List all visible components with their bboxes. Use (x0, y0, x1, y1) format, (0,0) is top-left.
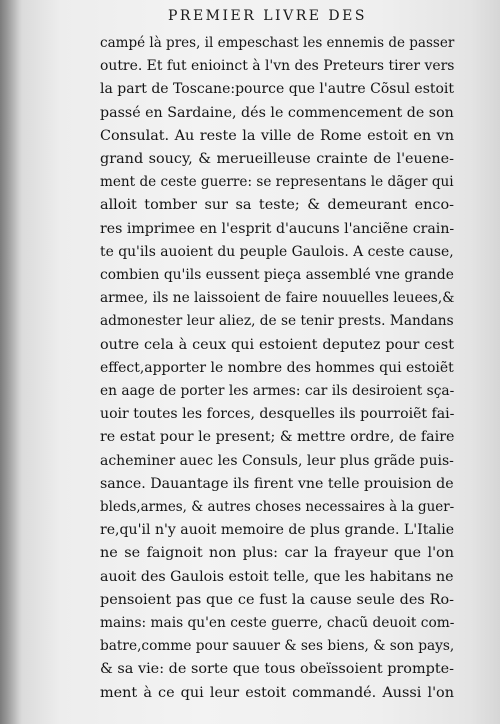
text-line: effect,apporter le nombre des hommes qui estoiẽt (100, 359, 454, 376)
text-line: ne se faignoit non plus: car la frayeur que l'on (100, 545, 454, 562)
text-line: en aage de porter les armes: car ils desiroient sça- (100, 383, 455, 400)
text-line: Consulat. Au reste la ville de Rome estoit en vn (100, 127, 454, 144)
text-line: alloit tomber sur sa teste; & demeurant enco- (100, 197, 454, 214)
text-line: re,qu'il n'y auoit memoire de plus grande. L'Italie (100, 522, 455, 539)
text-line: bleds,armes, & autres choses necessaires à la guer- (100, 499, 455, 516)
text-line: armee, ils ne laissoient de faire nouuelles leuees,& (100, 290, 455, 307)
gutter-shadow (0, 0, 22, 724)
text-line: grand soucy, & merueilleuse crainte de l'euene- (100, 151, 454, 168)
text-line: sance. Dauantage ils firent vne telle prouision de (100, 475, 454, 492)
text-line: outre. Et fut enioinct à l'vn des Preteurs tirer vers (100, 58, 455, 75)
text-line: pensoient pas que ce fust la cause seule des Ro- (100, 591, 454, 608)
text-line: passé en Sardaine, dés le commencement de son (100, 104, 454, 121)
text-line: batre,comme pour sauuer & ses biens, & son pays, (100, 638, 455, 655)
text-line: ment de ceste guerre: se representans le dãger qui (100, 174, 454, 191)
text-line: admonester leur aliez, de se tenir prests. Mandans (100, 313, 454, 330)
text-line: combien qu'ils eussent pieça assemblé vne grande (100, 267, 454, 284)
text-line: & sa vie: de sorte que tous obeïssoient prompte- (100, 661, 454, 678)
text-line: ment à ce qui leur estoit commandé. Aussi l'on (100, 684, 454, 701)
text-line: mains: mais qu'en ceste guerre, chacũ deuoit com- (100, 615, 455, 632)
text-line: la part de Toscane:pource que l'autre Cõsul estoit (100, 81, 455, 98)
text-line: auoit des Gaulois estoit telle, que les habitans ne (100, 568, 454, 585)
text-line: re estat pour le present; & mettre ordre, de faire (100, 429, 455, 446)
text-line: outre cela à ceux qui estoient deputez pour cest (100, 336, 454, 353)
running-head: PREMIER LIVRE DES (168, 8, 367, 24)
text-line: campé là pres, il empeschast les ennemis de passer (100, 35, 455, 51)
text-line: te qu'ils auoient du peuple Gaulois. A ceste cause, (100, 243, 454, 260)
text-line: uoir toutes les forces, desquelles ils pourroiẽt fai- (100, 406, 455, 423)
text-line: acheminer auec les Consuls, leur plus grãde puis- (100, 452, 454, 469)
body-text (100, 32, 454, 705)
text-line: res imprimee en l'esprit d'aucuns l'anciẽne crain- (100, 220, 455, 237)
